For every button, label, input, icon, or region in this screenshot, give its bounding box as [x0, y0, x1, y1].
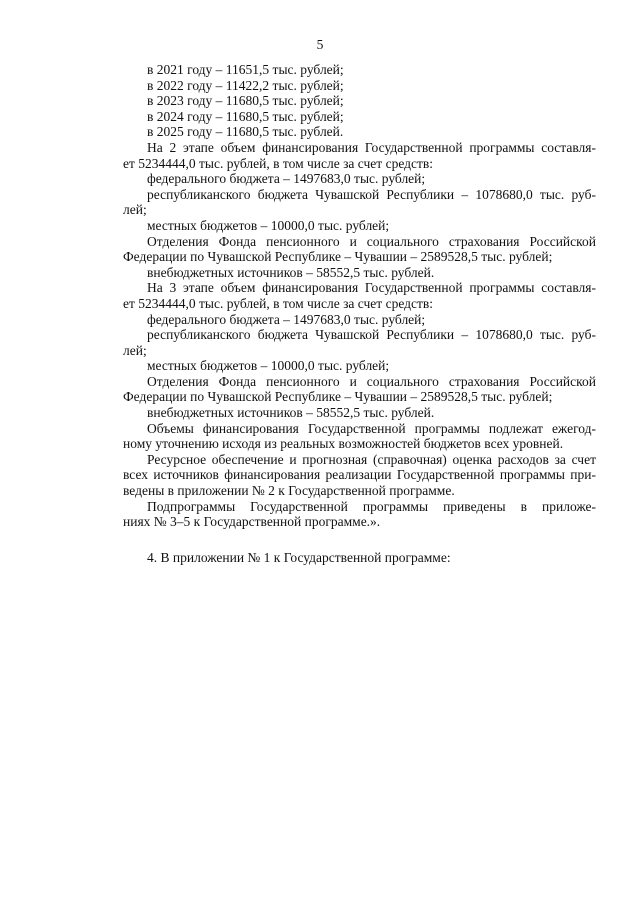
paragraph-gap: [123, 530, 596, 550]
stage3-extra: внебюджетных источников – 58552,5 тыс. рублей.: [147, 405, 435, 421]
stage2-intro-line1: На 2 этапе объем финансирования Государственной программы составля-: [147, 139, 596, 155]
volume-line1: Объемы финансирования Государственной программы подлежат ежегод-: [147, 420, 596, 436]
stage3-fund-line2: Федерации по Чувашской Республике – Чувашии – 2589528,5 тыс. рублей;: [123, 389, 553, 405]
stage2-extra: внебюджетных источников – 58552,5 тыс. рублей.: [147, 264, 435, 280]
year-2025-line: в 2025 году – 11680,5 тыс. рублей.: [147, 124, 344, 140]
year-2022-line: в 2022 году – 11422,2 тыс. рублей;: [147, 77, 344, 93]
stage3-intro-line1: На 3 этапе объем финансирования Государственной программы составля-: [147, 280, 596, 296]
stage3-local: местных бюджетов – 10000,0 тыс. рублей;: [147, 358, 390, 374]
year-2024-line: в 2024 году – 11680,5 тыс. рублей;: [147, 108, 344, 124]
subprograms-line1: Подпрограммы Государственной программы приведены в приложе-: [147, 498, 596, 514]
item-4-heading: 4. В приложении № 1 к Государственной программе:: [147, 549, 451, 565]
subprograms-line2: ниях № 3–5 к Государственной программе.».: [123, 514, 381, 530]
stage2-republic-line2: лей;: [123, 202, 147, 218]
resource-line1: Ресурсное обеспечение и прогнозная (справочная) оценка расходов за счет: [147, 451, 596, 467]
stage3-republic-line1: республиканского бюджета Чувашской Республики – 1078680,0 тыс. руб-: [147, 327, 596, 343]
stage3-federal: федерального бюджета – 1497683,0 тыс. рублей;: [147, 311, 426, 327]
stage2-intro-line2: ет 5234444,0 тыс. рублей, в том числе за счет средств:: [123, 155, 434, 171]
stage2-republic-line1: республиканского бюджета Чувашской Республики – 1078680,0 тыс. руб-: [147, 186, 596, 202]
stage2-local: местных бюджетов – 10000,0 тыс. рублей;: [147, 217, 390, 233]
stage3-republic-line2: лей;: [123, 342, 147, 358]
resource-line2: всех источников финансирования реализации Государственной программы при-: [123, 467, 596, 483]
year-2021-line: в 2021 году – 11651,5 тыс. рублей;: [147, 62, 344, 77]
resource-line3: ведены в приложении № 2 к Государственной программе.: [123, 483, 455, 499]
stage2-fund-line2: Федерации по Чувашской Республике – Чувашии – 2589528,5 тыс. рублей;: [123, 249, 553, 265]
stage2-fund-line1: Отделения Фонда пенсионного и социального страхования Российской: [147, 233, 596, 249]
stage3-fund-line1: Отделения Фонда пенсионного и социального страхования Российской: [147, 373, 596, 389]
volume-line2: ному уточнению исходя из реальных возможностей бюджетов всех уровней.: [123, 436, 564, 452]
year-2023-line: в 2023 году – 11680,5 тыс. рублей;: [147, 93, 344, 109]
document-body: [123, 62, 596, 565]
stage2-federal: федерального бюджета – 1497683,0 тыс. рублей;: [147, 171, 426, 187]
stage3-intro-line2: ет 5234444,0 тыс. рублей, в том числе за счет средств:: [123, 295, 434, 311]
page-number: 5: [316, 37, 324, 52]
